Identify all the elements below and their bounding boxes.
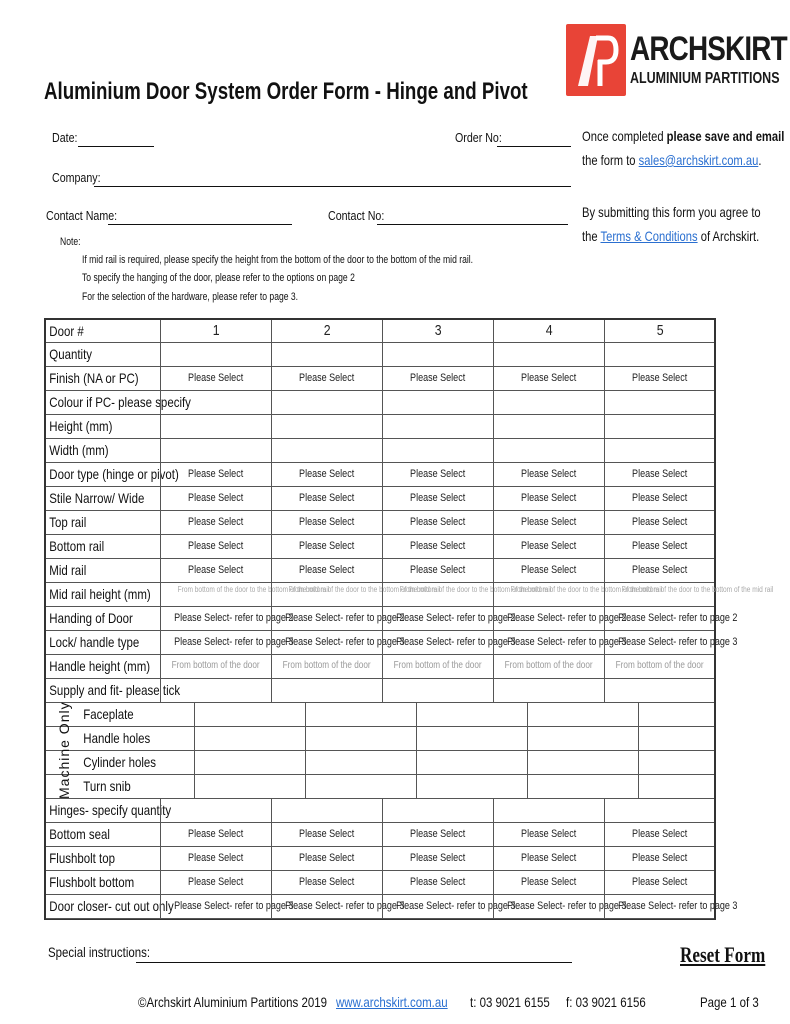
row-label: Hinges- specify quantity bbox=[49, 802, 172, 818]
footer-copyright: ©Archskirt Aluminium Partitions 2019 bbox=[138, 994, 328, 1010]
row-label: Mid rail bbox=[49, 562, 87, 578]
table-row bbox=[46, 511, 714, 535]
select-cell[interactable]: Please Select bbox=[382, 847, 493, 870]
input-cell[interactable] bbox=[493, 799, 604, 822]
input-cell[interactable] bbox=[638, 727, 749, 750]
input-cell[interactable] bbox=[194, 751, 305, 774]
logo-name: ARCHSKIRT bbox=[630, 30, 787, 68]
input-cell[interactable] bbox=[382, 799, 493, 822]
contact-no-field[interactable] bbox=[377, 224, 568, 225]
note-line: For the selection of the hardware, please refer to page 3. bbox=[82, 291, 299, 303]
input-cell[interactable] bbox=[382, 679, 493, 702]
table-row bbox=[46, 343, 714, 367]
side-text: the bbox=[582, 228, 601, 244]
table-row bbox=[46, 463, 714, 487]
input-cell[interactable] bbox=[416, 727, 527, 750]
input-cell[interactable] bbox=[604, 679, 715, 702]
select-cell[interactable]: Please Select bbox=[493, 559, 604, 582]
date-label: Date: bbox=[52, 130, 78, 145]
row-label: Mid rail height (mm) bbox=[49, 586, 151, 602]
select-cell[interactable]: From bottom of the door bbox=[271, 655, 382, 678]
logo-ap-icon bbox=[574, 30, 618, 90]
side-text: the form to bbox=[582, 152, 639, 168]
input-cell[interactable] bbox=[493, 343, 604, 366]
select-cell[interactable]: Please Select bbox=[271, 871, 382, 894]
row-label: Door type (hinge or pivot) bbox=[49, 466, 179, 482]
select-cell[interactable]: Please Select- refer to page 3 bbox=[604, 895, 715, 918]
logo-mark bbox=[566, 24, 626, 96]
row-label: Height (mm) bbox=[49, 418, 113, 434]
select-cell[interactable]: From bottom of the door bbox=[160, 655, 271, 678]
table-row bbox=[46, 895, 738, 919]
input-cell[interactable] bbox=[271, 343, 382, 366]
table-row bbox=[46, 535, 714, 559]
input-cell[interactable] bbox=[271, 391, 382, 414]
row-label: Turn snib bbox=[83, 778, 131, 794]
select-cell[interactable]: Please Select bbox=[604, 823, 715, 846]
table-row bbox=[46, 727, 714, 751]
input-cell[interactable] bbox=[493, 679, 604, 702]
select-cell[interactable]: Please Select bbox=[493, 367, 604, 390]
select-cell[interactable]: Please Select bbox=[382, 823, 493, 846]
side-text: of Archskirt. bbox=[697, 228, 760, 244]
select-cell[interactable]: Please Select- refer to page 2 bbox=[382, 607, 493, 630]
row-label: Flushbolt bottom bbox=[49, 874, 135, 890]
table-row bbox=[46, 655, 714, 679]
input-cell[interactable] bbox=[194, 703, 305, 726]
submit-instruction bbox=[582, 124, 784, 172]
reset-form-button[interactable]: Reset Form bbox=[680, 942, 766, 967]
select-cell[interactable]: From bottom of the door bbox=[493, 655, 604, 678]
select-cell[interactable]: From bottom of the door to the bottom of the mid rail bbox=[604, 583, 715, 606]
logo-subtitle: ALUMINIUM PARTITIONS bbox=[630, 70, 780, 87]
machine-only-label bbox=[46, 703, 82, 799]
select-cell[interactable]: Please Select bbox=[271, 847, 382, 870]
input-cell[interactable] bbox=[382, 391, 493, 414]
select-cell[interactable]: Please Select bbox=[604, 871, 715, 894]
table-row bbox=[46, 847, 714, 871]
input-cell[interactable] bbox=[194, 775, 305, 798]
table-row bbox=[46, 487, 714, 511]
input-cell[interactable] bbox=[493, 391, 604, 414]
select-cell[interactable]: Please Select bbox=[271, 511, 382, 534]
table-row bbox=[46, 631, 738, 655]
order-no-label: Order No: bbox=[455, 130, 502, 145]
select-cell[interactable]: Please Select bbox=[493, 847, 604, 870]
footer-phone: t: 03 9021 6155 bbox=[470, 994, 550, 1010]
select-cell[interactable]: Please Select bbox=[604, 463, 715, 486]
special-instructions-label: Special instructions: bbox=[48, 944, 151, 960]
input-cell[interactable] bbox=[604, 799, 715, 822]
input-cell[interactable] bbox=[160, 391, 271, 414]
select-cell[interactable]: Please Select bbox=[604, 559, 715, 582]
select-cell[interactable]: Please Select- refer to page 3 bbox=[271, 631, 382, 654]
terms-link[interactable]: Terms & Conditions bbox=[600, 228, 698, 244]
table-row bbox=[46, 751, 714, 775]
input-cell[interactable] bbox=[527, 727, 638, 750]
select-cell[interactable]: Please Select- refer to page 3 bbox=[160, 895, 271, 918]
select-cell[interactable]: Please Select bbox=[604, 367, 715, 390]
row-label: Bottom seal bbox=[49, 826, 110, 842]
table-row bbox=[46, 823, 714, 847]
select-cell[interactable]: Please Select bbox=[160, 823, 271, 846]
email-link[interactable]: sales@archskirt.com.au bbox=[638, 152, 759, 168]
note-label: Note: bbox=[60, 236, 81, 248]
input-cell[interactable] bbox=[382, 415, 493, 438]
table-header-row bbox=[46, 320, 714, 343]
order-table bbox=[44, 318, 774, 920]
table-row bbox=[46, 799, 714, 823]
table-row bbox=[46, 415, 714, 439]
footer-website-link[interactable]: www.archskirt.com.au bbox=[336, 994, 448, 1010]
select-cell[interactable]: From bottom of the door to the bottom of the mid rail bbox=[493, 583, 604, 606]
side-text: . bbox=[758, 152, 762, 168]
input-cell[interactable] bbox=[416, 703, 527, 726]
select-cell[interactable]: Please Select bbox=[604, 535, 715, 558]
select-cell[interactable]: Please Select- refer to page 3 bbox=[382, 631, 493, 654]
row-label: Quantity bbox=[49, 346, 93, 362]
select-cell[interactable]: Please Select bbox=[160, 535, 271, 558]
select-cell[interactable]: Please Select bbox=[382, 871, 493, 894]
select-cell[interactable]: Please Select- refer to page 3 bbox=[160, 631, 271, 654]
machine-only-text: Machine Only bbox=[56, 701, 72, 799]
select-cell[interactable]: Please Select bbox=[271, 367, 382, 390]
input-cell[interactable] bbox=[160, 439, 271, 462]
select-cell[interactable]: Please Select bbox=[382, 535, 493, 558]
input-cell[interactable] bbox=[271, 415, 382, 438]
select-cell[interactable]: Please Select- refer to page 2 bbox=[271, 607, 382, 630]
table-row bbox=[46, 439, 714, 463]
input-cell[interactable] bbox=[604, 439, 715, 462]
table-row bbox=[46, 679, 714, 703]
select-cell[interactable]: Please Select bbox=[271, 559, 382, 582]
row-label: Flushbolt top bbox=[49, 850, 116, 866]
door-column-header: 1 bbox=[160, 320, 271, 342]
row-label: Supply and fit- please tick bbox=[49, 682, 181, 698]
side-emphasis: please save and email bbox=[666, 128, 785, 144]
side-text: Once completed bbox=[582, 128, 667, 144]
door-column-header: 3 bbox=[382, 320, 493, 342]
page-title: Aluminium Door System Order Form - Hinge and Pivot bbox=[44, 78, 528, 105]
side-text: By submitting this form you agree to bbox=[582, 204, 761, 220]
select-cell[interactable]: Please Select bbox=[382, 511, 493, 534]
contact-name-field[interactable] bbox=[108, 224, 292, 225]
select-cell[interactable]: Please Select bbox=[160, 871, 271, 894]
select-cell[interactable]: Please Select- refer to page 3 bbox=[493, 895, 604, 918]
select-cell[interactable]: From bottom of the door to the bottom of the mid rail bbox=[382, 583, 493, 606]
select-cell[interactable]: Please Select bbox=[604, 511, 715, 534]
select-cell[interactable]: Please Select bbox=[160, 559, 271, 582]
select-cell[interactable]: Please Select bbox=[493, 511, 604, 534]
select-cell[interactable]: Please Select bbox=[493, 535, 604, 558]
select-cell[interactable]: Please Select- refer to page 2 bbox=[160, 607, 271, 630]
select-cell[interactable]: Please Select bbox=[493, 487, 604, 510]
input-cell[interactable] bbox=[160, 799, 271, 822]
input-cell[interactable] bbox=[382, 343, 493, 366]
input-cell[interactable] bbox=[638, 703, 749, 726]
table-row bbox=[46, 391, 714, 415]
input-cell[interactable] bbox=[638, 775, 749, 798]
input-cell[interactable] bbox=[527, 703, 638, 726]
select-cell[interactable]: Please Select bbox=[382, 367, 493, 390]
select-cell[interactable]: Please Select- refer to page 2 bbox=[493, 607, 604, 630]
table-row bbox=[46, 703, 714, 727]
input-cell[interactable] bbox=[305, 727, 416, 750]
select-cell[interactable]: Please Select bbox=[160, 487, 271, 510]
input-cell[interactable] bbox=[160, 415, 271, 438]
contact-name-label: Contact Name: bbox=[46, 208, 118, 223]
select-cell[interactable]: Please Select bbox=[604, 847, 715, 870]
select-cell[interactable]: Please Select- refer to page 3 bbox=[604, 631, 715, 654]
table-row bbox=[46, 367, 714, 391]
door-number-label: Door # bbox=[49, 323, 84, 339]
row-label: Finish (NA or PC) bbox=[49, 370, 139, 386]
door-column-header: 4 bbox=[493, 320, 604, 342]
row-label: Faceplate bbox=[83, 706, 134, 722]
input-cell[interactable] bbox=[160, 343, 271, 366]
select-cell[interactable]: Please Select bbox=[160, 463, 271, 486]
select-cell[interactable]: Please Select bbox=[271, 535, 382, 558]
select-cell[interactable]: Please Select bbox=[271, 463, 382, 486]
input-cell[interactable] bbox=[305, 703, 416, 726]
select-cell[interactable]: Please Select bbox=[493, 871, 604, 894]
select-cell[interactable]: From bottom of the door to the bottom of the mid rail bbox=[160, 583, 271, 606]
input-cell[interactable] bbox=[271, 439, 382, 462]
select-cell[interactable]: Please Select- refer to page 3 bbox=[493, 631, 604, 654]
table-row bbox=[46, 775, 714, 799]
note-line: To specify the hanging of the door, please refer to the options on page 2 bbox=[82, 272, 355, 284]
door-column-header: 5 bbox=[604, 320, 715, 342]
row-label: Bottom rail bbox=[49, 538, 105, 554]
select-cell[interactable]: Please Select bbox=[160, 847, 271, 870]
table-row bbox=[46, 871, 714, 895]
table-row bbox=[46, 583, 774, 607]
input-cell[interactable] bbox=[527, 775, 638, 798]
special-instructions-field[interactable] bbox=[136, 962, 572, 963]
input-cell[interactable] bbox=[194, 727, 305, 750]
input-cell[interactable] bbox=[638, 751, 749, 774]
select-cell[interactable]: Please Select bbox=[271, 823, 382, 846]
company-field[interactable] bbox=[94, 186, 571, 187]
input-cell[interactable] bbox=[305, 751, 416, 774]
row-label: Colour if PC- please specify bbox=[49, 394, 191, 410]
footer-page-number: Page 1 of 3 bbox=[700, 994, 759, 1010]
input-cell[interactable] bbox=[160, 679, 271, 702]
select-cell[interactable]: From bottom of the door bbox=[604, 655, 715, 678]
row-label: Handle height (mm) bbox=[49, 658, 151, 674]
table-row bbox=[46, 559, 714, 583]
input-cell[interactable] bbox=[527, 751, 638, 774]
select-cell[interactable]: Please Select bbox=[493, 823, 604, 846]
select-cell[interactable]: Please Select bbox=[382, 559, 493, 582]
company-label: Company: bbox=[52, 170, 101, 185]
input-cell[interactable] bbox=[604, 391, 715, 414]
select-cell[interactable]: Please Select bbox=[160, 511, 271, 534]
select-cell[interactable]: Please Select bbox=[160, 367, 271, 390]
door-column-header: 2 bbox=[271, 320, 382, 342]
row-label: Top rail bbox=[49, 514, 87, 530]
select-cell[interactable]: Please Select- refer to page 3 bbox=[382, 895, 493, 918]
input-cell[interactable] bbox=[493, 439, 604, 462]
input-cell[interactable] bbox=[604, 415, 715, 438]
date-field[interactable] bbox=[78, 146, 154, 147]
select-cell[interactable]: Please Select bbox=[493, 463, 604, 486]
input-cell[interactable] bbox=[493, 415, 604, 438]
row-label: Door closer- cut out only bbox=[49, 898, 174, 914]
input-cell[interactable] bbox=[604, 343, 715, 366]
row-label: Stile Narrow/ Wide bbox=[49, 490, 145, 506]
select-cell[interactable]: Please Select bbox=[604, 487, 715, 510]
row-label: Width (mm) bbox=[49, 442, 109, 458]
input-cell[interactable] bbox=[271, 799, 382, 822]
terms-notice bbox=[582, 200, 761, 248]
archskirt-logo bbox=[566, 24, 787, 98]
input-cell[interactable] bbox=[382, 439, 493, 462]
note-line: If mid rail is required, please specify the height from the bottom of the door to the bottom of the mid rail. bbox=[82, 254, 474, 266]
contact-no-label: Contact No: bbox=[328, 208, 385, 223]
row-label: Lock/ handle type bbox=[49, 634, 140, 650]
select-cell[interactable]: Please Select- refer to page 3 bbox=[271, 895, 382, 918]
select-cell[interactable]: Please Select- refer to page 2 bbox=[604, 607, 715, 630]
input-cell[interactable] bbox=[416, 751, 527, 774]
select-cell[interactable]: From bottom of the door to the bottom of the mid rail bbox=[271, 583, 382, 606]
table-row bbox=[46, 607, 738, 631]
select-cell[interactable]: Please Select bbox=[382, 487, 493, 510]
input-cell[interactable] bbox=[271, 679, 382, 702]
row-label: Handing of Door bbox=[49, 610, 133, 626]
order-no-field[interactable] bbox=[497, 146, 571, 147]
input-cell[interactable] bbox=[305, 775, 416, 798]
select-cell[interactable]: Please Select bbox=[382, 463, 493, 486]
select-cell[interactable]: From bottom of the door bbox=[382, 655, 493, 678]
select-cell[interactable]: Please Select bbox=[271, 487, 382, 510]
row-label: Cylinder holes bbox=[83, 754, 157, 770]
input-cell[interactable] bbox=[416, 775, 527, 798]
row-label: Handle holes bbox=[83, 730, 151, 746]
footer-fax: f: 03 9021 6156 bbox=[566, 994, 646, 1010]
